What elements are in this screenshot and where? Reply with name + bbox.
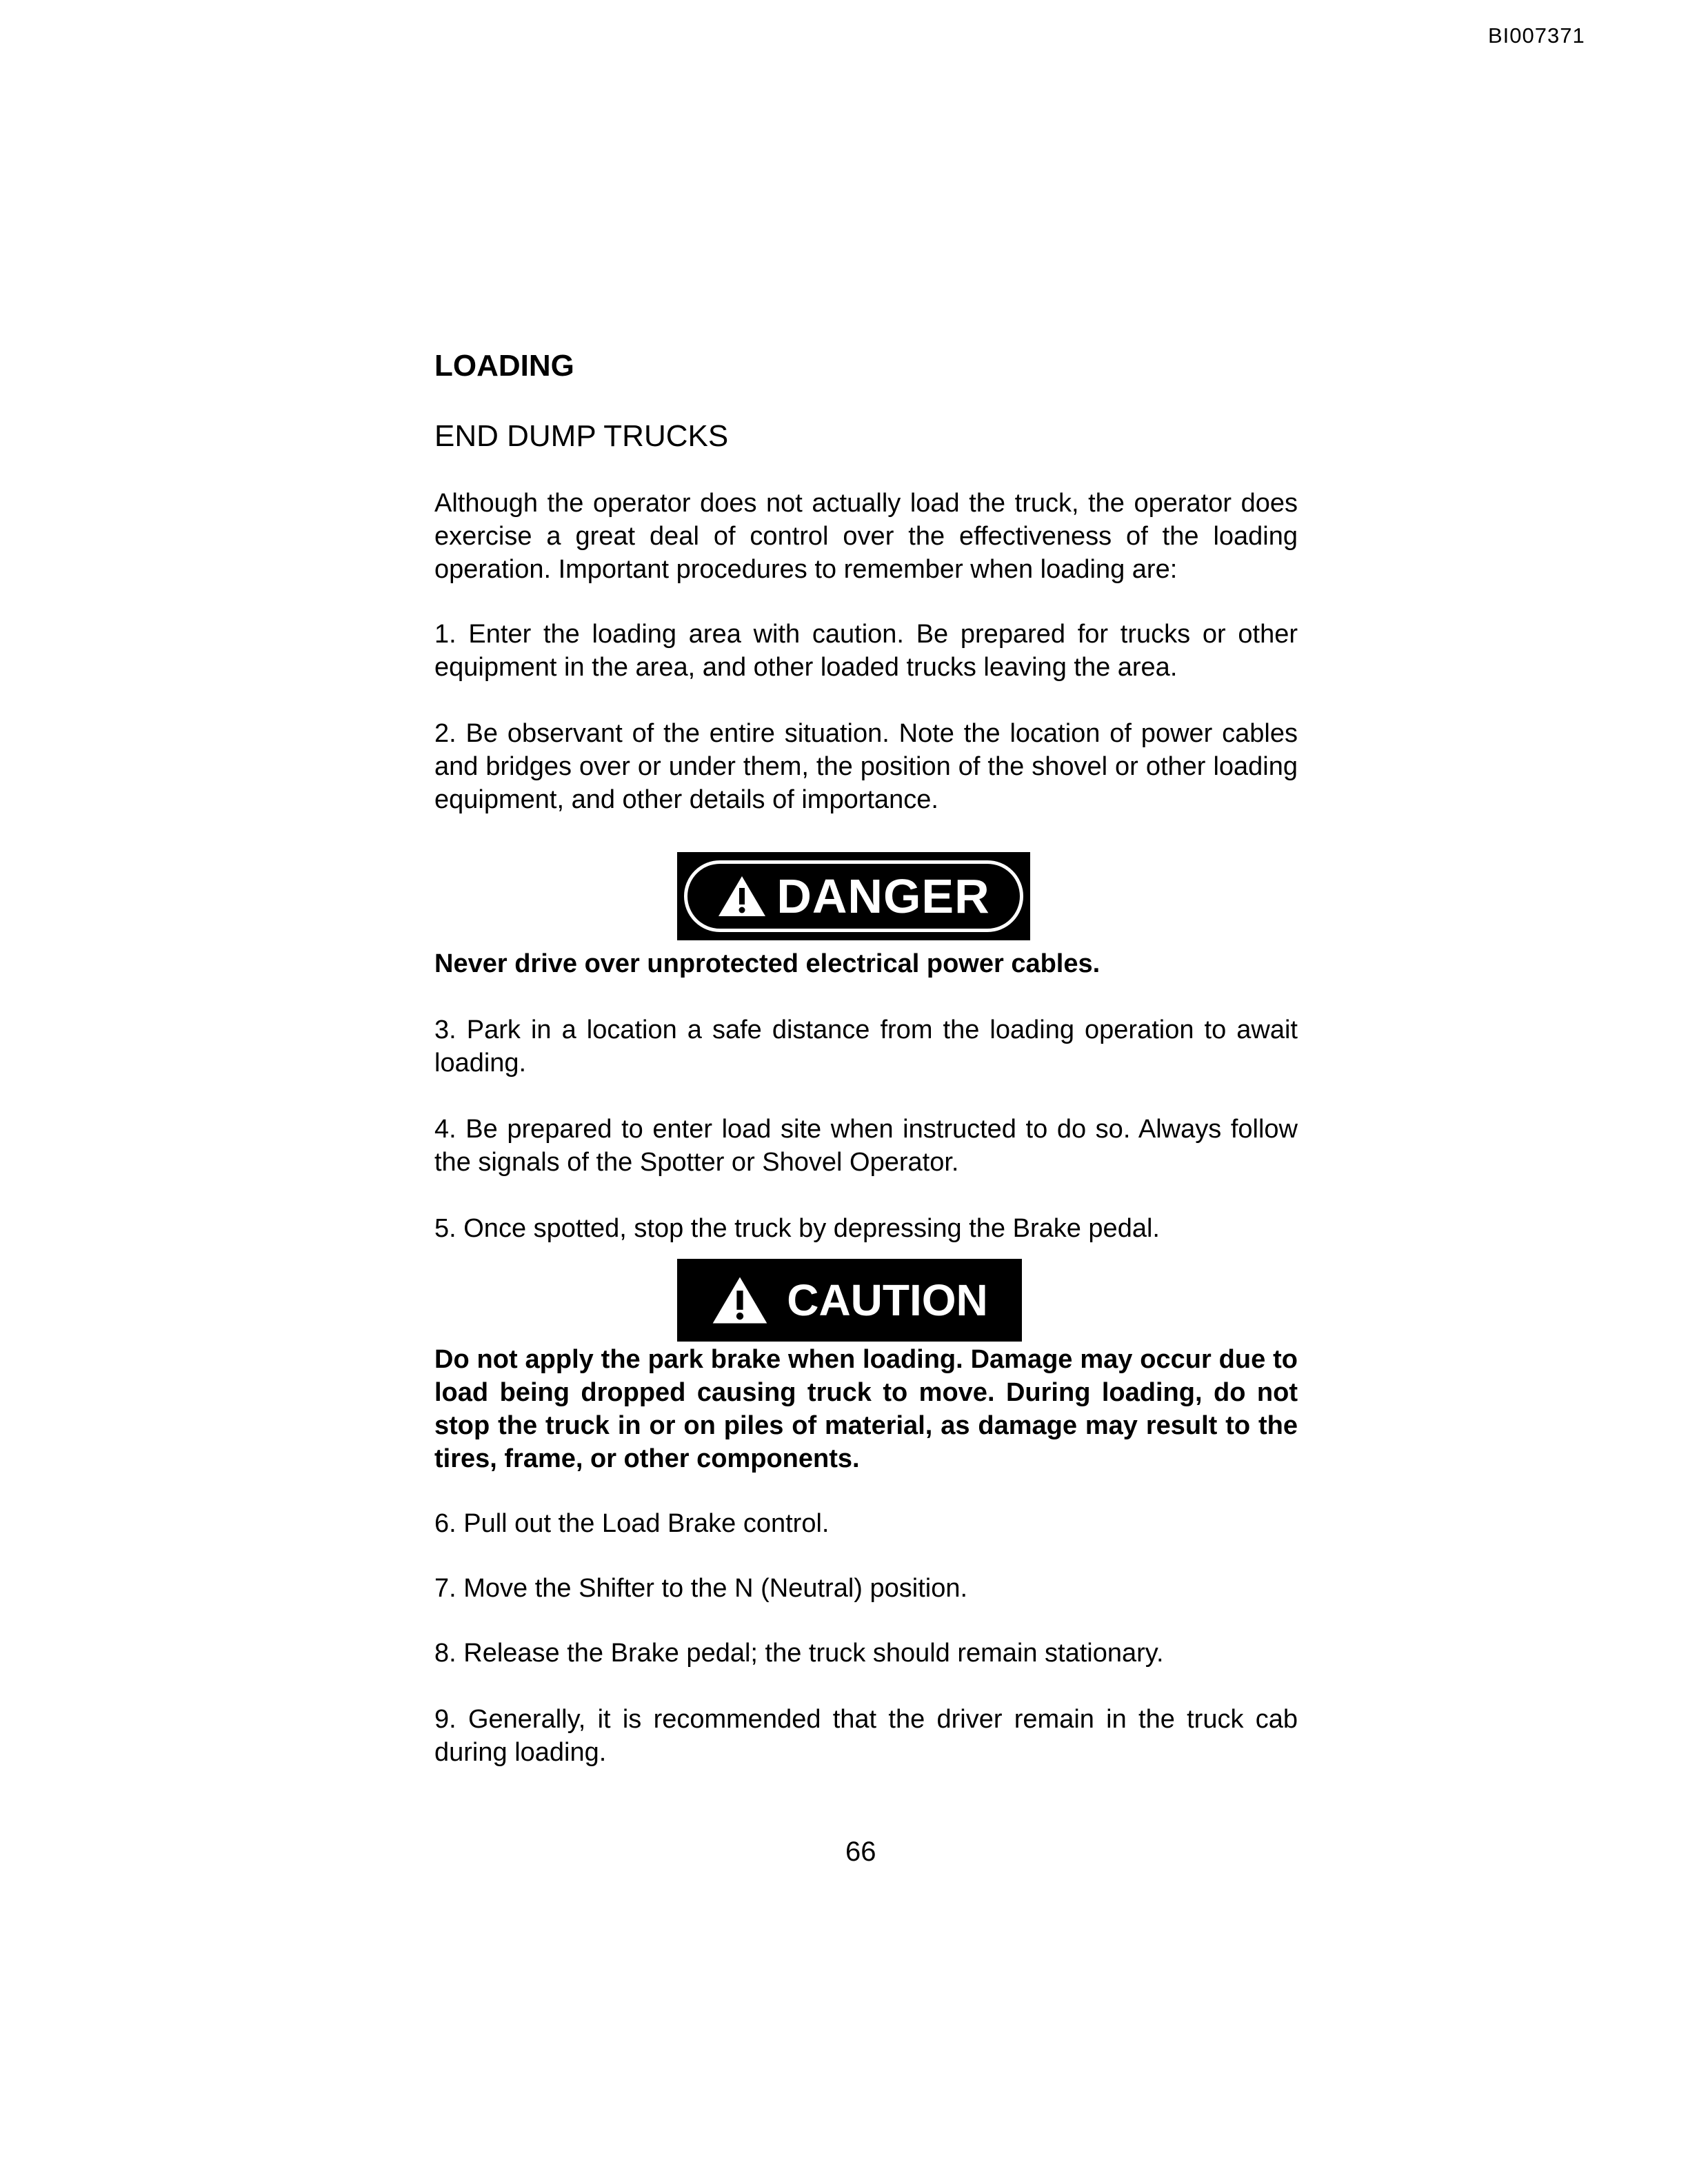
section-subheading: END DUMP TRUCKS bbox=[434, 419, 729, 453]
step-5: 5. Once spotted, stop the truck by depressing the Brake pedal. bbox=[434, 1214, 1160, 1243]
danger-sign-border bbox=[684, 860, 1023, 932]
intro-paragraph: Although the operator does not actually load the truck, the operator does exercise a great deal of control over the effectiveness of the loading operation. Important procedures to remember when loading are: bbox=[434, 489, 1298, 584]
step-6: 6. Pull out the Load Brake control. bbox=[434, 1509, 830, 1538]
document-id: BI007371 bbox=[1488, 23, 1585, 48]
page-number: 66 bbox=[845, 1837, 876, 1867]
step-9: 9. Generally, it is recommended that the driver remain in the truck cab during loading. bbox=[434, 1705, 1298, 1767]
step-8: 8. Release the Brake pedal; the truck should remain stationary. bbox=[434, 1639, 1164, 1668]
step-2: 2. Be observant of the entire situation. Note the location of power cables and bridges over or under them, the position of the shovel or other loading equipment, and other details of importance. bbox=[434, 719, 1298, 814]
caution-text: Do not apply the park brake when loading. Damage may occur due to load being dropped causing truck to move. During loading, do not stop the truck in or on piles of material, as damage may result to the tires, frame, or other components. bbox=[434, 1345, 1298, 1473]
danger-text: Never drive over unprotected electrical power cables. bbox=[434, 949, 1101, 978]
step-4: 4. Be prepared to enter load site when instructed to do so. Always follow the signals of the Spotter or Shovel Operator. bbox=[434, 1115, 1298, 1177]
step-3: 3. Park in a location a safe distance from the loading operation to await loading. bbox=[434, 1015, 1298, 1078]
danger-sign bbox=[677, 852, 1030, 940]
danger-label: DANGER bbox=[776, 869, 990, 923]
section-heading: LOADING bbox=[434, 349, 574, 383]
caution-sign bbox=[677, 1259, 1022, 1342]
warning-triangle-icon bbox=[717, 874, 767, 918]
step-1: 1. Enter the loading area with caution. Be prepared for trucks or other equipment in the area, and other loaded trucks leaving the area. bbox=[434, 620, 1298, 682]
caution-label: CAUTION bbox=[787, 1275, 988, 1325]
step-7: 7. Move the Shifter to the N (Neutral) position. bbox=[434, 1574, 968, 1603]
warning-triangle-icon bbox=[711, 1275, 769, 1326]
